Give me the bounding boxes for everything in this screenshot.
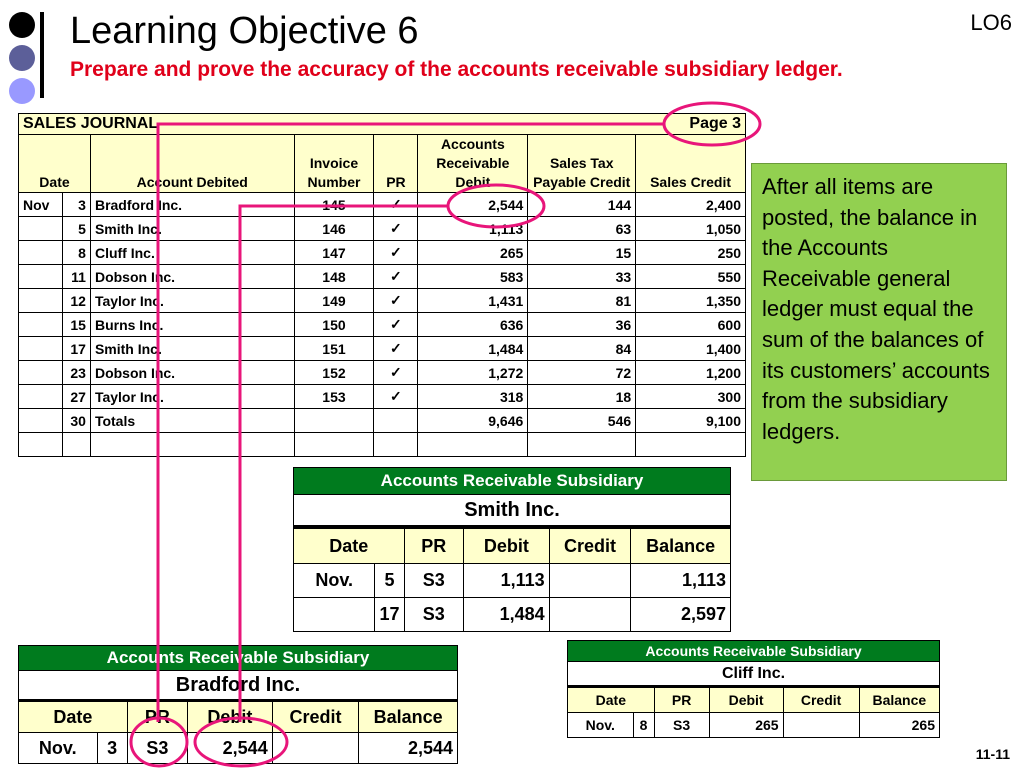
customer-name: Cliff Inc. xyxy=(568,662,940,687)
row-ar-debit: 2,544 xyxy=(418,193,528,217)
subsidiary-heading: Accounts Receivable Subsidiary xyxy=(19,646,458,671)
subsidiary-heading: Accounts Receivable Subsidiary xyxy=(294,468,731,495)
row-sales-credit: 600 xyxy=(636,313,746,337)
row-pr-check: ✓ xyxy=(374,289,418,313)
col-date: Date xyxy=(19,135,91,193)
row-month: Nov. xyxy=(294,564,375,598)
row-pr: S3 xyxy=(127,733,187,764)
row-sales-credit: 550 xyxy=(636,265,746,289)
subsidiary-heading: Accounts Receivable Subsidiary xyxy=(568,641,940,662)
highlight-circle-page xyxy=(664,103,760,145)
col-pr: PR xyxy=(404,527,464,564)
row-balance: 2,544 xyxy=(359,733,458,764)
col-sales-credit: Sales Credit xyxy=(636,135,746,193)
col-balance: Balance xyxy=(631,527,731,564)
row-pr-check: ✓ xyxy=(374,313,418,337)
row-day: 5 xyxy=(62,217,90,241)
row-invoice: 150 xyxy=(294,313,374,337)
row-pr-check: ✓ xyxy=(374,217,418,241)
row-account: Taylor Inc. xyxy=(90,289,294,313)
explanation-callout: After all items are posted, the balance in the Accounts Receivable general ledger must equal the sum of the balances of its customers’ accounts from the subsidiary ledgers. xyxy=(751,163,1007,481)
row-ar-debit: 265 xyxy=(418,241,528,265)
row-tax-credit: 546 xyxy=(528,409,636,433)
row-day: 8 xyxy=(633,713,654,738)
row-pr-check: ✓ xyxy=(374,241,418,265)
row-sales-credit: 1,400 xyxy=(636,337,746,361)
row-invoice: 146 xyxy=(294,217,374,241)
row-ar-debit: 1,113 xyxy=(418,217,528,241)
slide-page-number: 11-11 xyxy=(975,746,1010,762)
row-debit: 1,484 xyxy=(464,598,550,632)
row-tax-credit: 81 xyxy=(528,289,636,313)
row-pr-check: ✓ xyxy=(374,337,418,361)
row-day: 23 xyxy=(62,361,90,385)
col-date: Date xyxy=(19,701,128,733)
row-account: Smith Inc. xyxy=(90,217,294,241)
col-pr: PR xyxy=(127,701,187,733)
sales-journal-title: SALES JOURNAL xyxy=(19,114,418,135)
row-day: 11 xyxy=(62,265,90,289)
col-debit: Debit xyxy=(464,527,550,564)
row-balance: 265 xyxy=(859,713,939,738)
row-sales-credit: 9,100 xyxy=(636,409,746,433)
row-day: 8 xyxy=(62,241,90,265)
col-pr: PR xyxy=(374,135,418,193)
row-pr: S3 xyxy=(404,564,464,598)
col-debit: Debit xyxy=(188,701,273,733)
row-invoice: 148 xyxy=(294,265,374,289)
row-tax-credit: 33 xyxy=(528,265,636,289)
row-ar-debit: 318 xyxy=(418,385,528,409)
row-invoice: 145 xyxy=(294,193,374,217)
col-balance: Balance xyxy=(359,701,458,733)
row-day: 12 xyxy=(62,289,90,313)
col-date: Date xyxy=(294,527,405,564)
row-account: Taylor Inc. xyxy=(90,385,294,409)
row-tax-credit: 144 xyxy=(528,193,636,217)
row-tax-credit: 18 xyxy=(528,385,636,409)
connector-line-debit xyxy=(240,206,447,722)
col-credit: Credit xyxy=(783,687,859,713)
row-pr-check: ✓ xyxy=(374,193,418,217)
row-ar-debit: 636 xyxy=(418,313,528,337)
row-month: Nov. xyxy=(19,733,98,764)
row-pr-check: ✓ xyxy=(374,385,418,409)
col-debit: Debit xyxy=(709,687,783,713)
row-day: 3 xyxy=(97,733,127,764)
row-pr: S3 xyxy=(654,713,709,738)
row-sales-credit: 1,050 xyxy=(636,217,746,241)
row-day: 3 xyxy=(62,193,90,217)
row-account: Cluff Inc. xyxy=(90,241,294,265)
row-sales-credit: 1,350 xyxy=(636,289,746,313)
row-pr-check: ✓ xyxy=(374,265,418,289)
row-balance: 2,597 xyxy=(631,598,731,632)
row-day: 17 xyxy=(375,598,404,632)
row-tax-credit: 72 xyxy=(528,361,636,385)
row-account: Dobson Inc. xyxy=(90,361,294,385)
row-account: Bradford Inc. xyxy=(90,193,294,217)
col-pr: PR xyxy=(654,687,709,713)
row-account: Totals xyxy=(90,409,294,433)
customer-name: Smith Inc. xyxy=(294,495,731,528)
row-balance: 1,113 xyxy=(631,564,731,598)
col-sales-tax-credit: Sales Tax Payable Credit xyxy=(528,135,636,193)
row-month: Nov. xyxy=(568,713,634,738)
row-day: 5 xyxy=(375,564,404,598)
col-date: Date xyxy=(568,687,655,713)
row-day: 17 xyxy=(62,337,90,361)
row-day: 15 xyxy=(62,313,90,337)
row-pr-check: ✓ xyxy=(374,361,418,385)
lo-tag: LO6 xyxy=(970,10,1012,35)
highlight-circle-bradford-debit xyxy=(195,718,287,766)
row-debit: 265 xyxy=(709,713,783,738)
row-ar-debit: 9,646 xyxy=(418,409,528,433)
row-invoice: 147 xyxy=(294,241,374,265)
row-account: Smith Inc. xyxy=(90,337,294,361)
row-invoice: 149 xyxy=(294,289,374,313)
page-subtitle: Prepare and prove the accuracy of the accounts receivable subsidiary ledger. xyxy=(70,58,843,81)
row-tax-credit: 15 xyxy=(528,241,636,265)
row-sales-credit: 2,400 xyxy=(636,193,746,217)
row-ar-debit: 1,484 xyxy=(418,337,528,361)
row-ar-debit: 1,272 xyxy=(418,361,528,385)
row-debit: 1,113 xyxy=(464,564,550,598)
row-pr: S3 xyxy=(404,598,464,632)
row-account: Dobson Inc. xyxy=(90,265,294,289)
row-ar-debit: 583 xyxy=(418,265,528,289)
connector-line-page xyxy=(158,124,663,722)
customer-name: Bradford Inc. xyxy=(19,671,458,701)
row-day: 30 xyxy=(62,409,90,433)
row-ar-debit: 1,431 xyxy=(418,289,528,313)
col-credit: Credit xyxy=(272,701,359,733)
col-invoice-number: Invoice Number xyxy=(294,135,374,193)
col-credit: Credit xyxy=(549,527,631,564)
sales-journal-page: Page 3 xyxy=(418,114,746,135)
page-title: Learning Objective 6 xyxy=(70,10,419,52)
col-ar-debit: Accounts Receivable Debit xyxy=(418,135,528,193)
row-tax-credit: 63 xyxy=(528,217,636,241)
col-account-debited: Account Debited xyxy=(90,135,294,193)
row-month: Nov xyxy=(19,193,63,217)
highlight-circle-pr xyxy=(131,718,187,766)
row-invoice: 151 xyxy=(294,337,374,361)
row-tax-credit: 84 xyxy=(528,337,636,361)
row-day: 27 xyxy=(62,385,90,409)
highlight-circle-debit xyxy=(448,185,544,227)
row-sales-credit: 300 xyxy=(636,385,746,409)
row-debit: 2,544 xyxy=(188,733,273,764)
row-account: Burns Inc. xyxy=(90,313,294,337)
row-invoice: 153 xyxy=(294,385,374,409)
row-invoice: 152 xyxy=(294,361,374,385)
col-balance: Balance xyxy=(859,687,939,713)
row-sales-credit: 1,200 xyxy=(636,361,746,385)
row-tax-credit: 36 xyxy=(528,313,636,337)
row-sales-credit: 250 xyxy=(636,241,746,265)
